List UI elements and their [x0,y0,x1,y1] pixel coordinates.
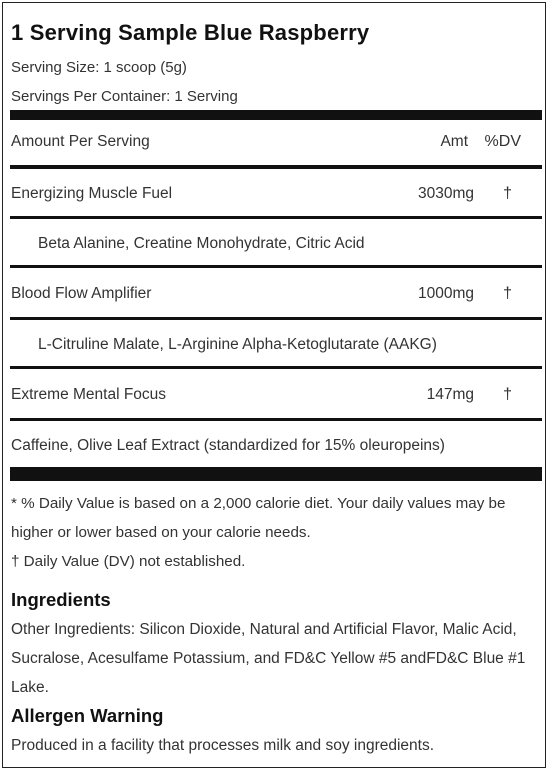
ingredients-text: Other Ingredients: Silicon Dioxide, Natural and Artificial Flavor, Malic Acid, Sucralose, Acesulfame Potassium, and FD&C Yellow #5 andFD&C Blue #1 Lake. [11,621,526,696]
nutrient-row-dv: † [503,185,512,202]
product-title: 1 Serving Sample Blue Raspberry [11,20,370,45]
thick-divider [10,110,542,120]
nutrient-row-dv: † [503,386,512,403]
nutrient-row-dv: † [503,285,512,302]
ingredients-heading: Ingredients [11,589,111,610]
nutrient-row-ingredients: Caffeine, Olive Leaf Extract (standardized for 15% oleuropeins) [11,437,445,454]
dv-header: %DV [484,133,521,150]
header-divider [10,165,542,169]
row-divider [10,366,542,369]
row-divider [10,216,542,219]
dv-not-established-note: † Daily Value (DV) not established. [11,553,246,570]
servings-per-container: Servings Per Container: 1 Serving [11,88,238,105]
nutrient-row-amount: 3030mg [417,185,474,202]
nutrient-row-label: Energizing Muscle Fuel [11,185,173,202]
nutrient-row-ingredients: L-Citruline Malate, L-Arginine Alpha-Ketoglutarate (AAKG) [38,336,437,353]
nutrient-row-ingredients: Beta Alanine, Creatine Monohydrate, Citric Acid [38,235,365,252]
row-divider [10,317,542,320]
nutrient-row-label: Extreme Mental Focus [11,386,167,403]
amount-per-serving-header: Amount Per Serving [11,133,150,150]
nutrient-row-amount: 1000mg [417,285,474,302]
allergen-heading: Allergen Warning [11,705,164,726]
nutrient-row-label: Blood Flow Amplifier [11,285,152,302]
thick-divider [10,467,542,481]
amt-header: Amt [440,133,468,150]
nutrient-row-amount: 147mg [426,386,474,403]
daily-value-footnote: * % Daily Value is based on a 2,000 calorie diet. Your daily values may be higher or lower based on your calorie needs. [11,495,506,541]
allergen-text: Produced in a facility that processes milk and soy ingredients. [11,737,435,754]
row-divider [10,265,542,268]
serving-size: Serving Size: 1 scoop (5g) [11,59,187,76]
row-divider [10,418,542,421]
